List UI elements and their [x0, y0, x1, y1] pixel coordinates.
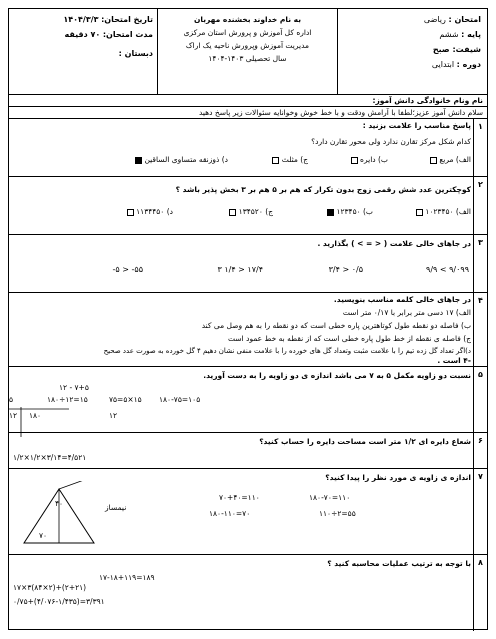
- option-d[interactable]: د) ۱۱۳۴۴۵۰: [127, 207, 173, 217]
- checkbox[interactable]: [272, 157, 279, 164]
- work-line: ۱/۲×۱/۲×۳/۱۴=۴/۵۲۱: [13, 453, 87, 462]
- checkbox[interactable]: [430, 157, 437, 164]
- question-5: [9, 367, 487, 433]
- checkbox[interactable]: [351, 157, 358, 164]
- work-line-2: ۱۷×۳(۸۴×۲)+(۲+۲۱): [13, 583, 87, 592]
- question-number: ۵: [473, 367, 487, 432]
- option-a[interactable]: الف) مربع: [430, 155, 471, 165]
- exam-value: ریاضی: [423, 15, 446, 24]
- compare-item-4: -۵ > -۵۵: [112, 265, 143, 274]
- division-cell-4: ۱۲: [9, 411, 18, 420]
- question-1: [9, 119, 487, 177]
- school-year-line: سال تحصیلی ۱۴۰۳-۱۴۰۴: [208, 54, 287, 63]
- bismillah-line: به نام خداوند بخشنده مهربان: [193, 15, 302, 24]
- work-line-1: ۱۷-۱۸+۱۱۹=۱۸۹: [99, 573, 155, 582]
- question-number: ۱: [473, 119, 487, 176]
- work-line-3: ۷۵=۵×۱۵: [109, 395, 142, 404]
- fill-line-d-answer: -۴ است .: [437, 356, 471, 365]
- question-number: ۶: [473, 433, 487, 468]
- option-c[interactable]: ج) ۱۳۴۵۲۰: [229, 207, 273, 217]
- checkbox-checked[interactable]: [135, 157, 142, 164]
- option-a[interactable]: الف) ۱۰۲۳۴۵۰: [416, 207, 471, 217]
- work-line-1: ۱۲ - ۷+۵: [59, 383, 89, 392]
- question-6: [9, 433, 487, 469]
- work-line-2: ۱۸۰-۱۱۰=۷۰: [209, 509, 251, 518]
- question-8: [9, 555, 487, 631]
- school-label: دبستان :: [118, 49, 153, 58]
- exam-sheet: [8, 8, 488, 630]
- fill-line-a: الف) ۱۷ دسی متر برابر با ۰/۱۷ متر است: [342, 308, 471, 317]
- question-prompt: در جاهای خالی کلمه مناسب بنویسید.: [333, 295, 471, 304]
- division-cell-3: ۱۸۰: [29, 411, 42, 420]
- option-b[interactable]: ب) دایره: [351, 155, 388, 165]
- division-cell-1: ۵: [9, 395, 14, 404]
- dept-line: اداره کل آموزش و پرورش استان مرکزی: [183, 28, 312, 37]
- compare-item-3: ۳ ۱/۴ > ۱۷/۴: [217, 265, 263, 274]
- fill-line-b: ب) فاصله دو نقطه طول کوتاهترین پاره خطی است که دو نقطه را به هم وصل می کند: [201, 321, 471, 330]
- date-value: ۱۴۰۴/۳/۳: [63, 15, 99, 24]
- work-line-4: ۱۸۰-۷۵=۱۰۵: [159, 395, 201, 404]
- angle-top-label: ۴۰: [55, 499, 64, 508]
- level-value: ابتدایی: [431, 60, 455, 69]
- fill-line-d: د)اگر تعداد گل زده تیم را با علامت مثبت وتعداد گل های خورده را با علامت منفی نشان دهیم ۴ گل خورده به صورت عدد صحیح: [103, 347, 471, 355]
- checkbox[interactable]: [416, 209, 423, 216]
- angle-bottom-label: ۷۰: [39, 531, 48, 540]
- greeting-line: سلام دانش آموز عزیز؛لطفا با آرامش ودقت و با خط خوش وخوانایه سئوالات زیر پاسخ دهید: [9, 107, 487, 119]
- date-label: تاریخ امتحان:: [101, 15, 153, 24]
- district-line: مدیریت آموزش وپرورش ناحیه یک اراک: [185, 41, 310, 50]
- header-left: [9, 9, 159, 94]
- question-3: [9, 235, 487, 293]
- header-right: [337, 9, 487, 94]
- question-prompt: در جاهای خالی علامت ( < = > ) بگذارید .: [317, 239, 471, 248]
- question-number: ۸: [473, 555, 487, 631]
- question-number: ۲: [473, 177, 487, 234]
- work-line-3: ۱۸۰-۷۰=۱۱۰: [309, 493, 351, 502]
- fill-line-c: ج) فاصله ی نقطه از خط طول پاره خطی است که از نقطه به خط عمود است: [227, 334, 471, 343]
- exam-header: [9, 9, 487, 95]
- work-line-3: ۰/۷۵+(۴/۰۷۶-۱/۴۳۵)=۳/۳۹۱: [13, 597, 105, 606]
- question-number: ۷: [473, 469, 487, 554]
- question-number: ۴: [473, 293, 487, 366]
- question-number: ۳: [473, 235, 487, 292]
- question-7: [9, 469, 487, 555]
- compare-item-1: ۹/۹ < ۹/۰۹۹: [426, 265, 469, 274]
- option-b[interactable]: ب) ۱۲۳۴۵۰: [327, 207, 373, 217]
- work-line-1: ۷۰+۴۰=۱۱۰: [219, 493, 260, 502]
- bisector-label: نیمساز: [105, 503, 127, 512]
- grade-label: پایه :: [461, 30, 481, 39]
- shift-label: شیفت: صبح: [432, 45, 481, 54]
- work-line-2: ۱۸۰÷۱۲=۱۵: [47, 395, 88, 404]
- question-title: پاسخ مناسب را علامت بزنید :: [362, 121, 471, 130]
- question-prompt: نسبت دو زاویه مکمل ۵ به ۷ می باشد اندازه ی دو زاویه را به دست آورید.: [203, 371, 471, 380]
- question-prompt: با توجه به ترتیب عملیات محاسبه کنید ؟: [327, 559, 471, 568]
- header-middle: [157, 9, 337, 94]
- question-prompt: شعاع دایره ای ۱/۲ متر است مساحت دایره را حساب کنید؟: [259, 437, 471, 446]
- compare-item-2: ۳/۴ > ۰/۵: [328, 265, 363, 274]
- duration-value: ۷۰ دقیقه: [64, 30, 101, 39]
- checkbox[interactable]: [229, 209, 236, 216]
- question-prompt: کدام شکل مرکز تقارن ندارد ولی محور تقارن دارد؟: [311, 137, 471, 146]
- option-c[interactable]: ج) مثلث: [272, 155, 308, 165]
- question-2: [9, 177, 487, 235]
- exam-label: امتحان :: [448, 15, 481, 24]
- grade-value: ششم: [439, 30, 459, 39]
- student-name-line[interactable]: نام ونام خانوادگی دانش آموز:: [9, 95, 487, 107]
- checkbox[interactable]: [127, 209, 134, 216]
- question-prompt: اندازه ی زاویه ی مورد نظر را پیدا کنید؟: [325, 473, 471, 482]
- checkbox-checked[interactable]: [327, 209, 334, 216]
- question-4: [9, 293, 487, 367]
- work-line-4: ۱۱۰÷۲=۵۵: [319, 509, 356, 518]
- question-prompt: کوچکترین عدد شش رقمی زوج بدون تکرار که هم بر ۵ هم بر ۳ بخش پذیر باشد ؟: [175, 185, 471, 194]
- division-cell-2: ۱۲: [109, 411, 118, 420]
- option-d[interactable]: د) ذوزنقه متساوی الساقین: [135, 155, 228, 165]
- duration-label: مدت امتحان:: [102, 30, 153, 39]
- level-label: دوره :: [456, 60, 481, 69]
